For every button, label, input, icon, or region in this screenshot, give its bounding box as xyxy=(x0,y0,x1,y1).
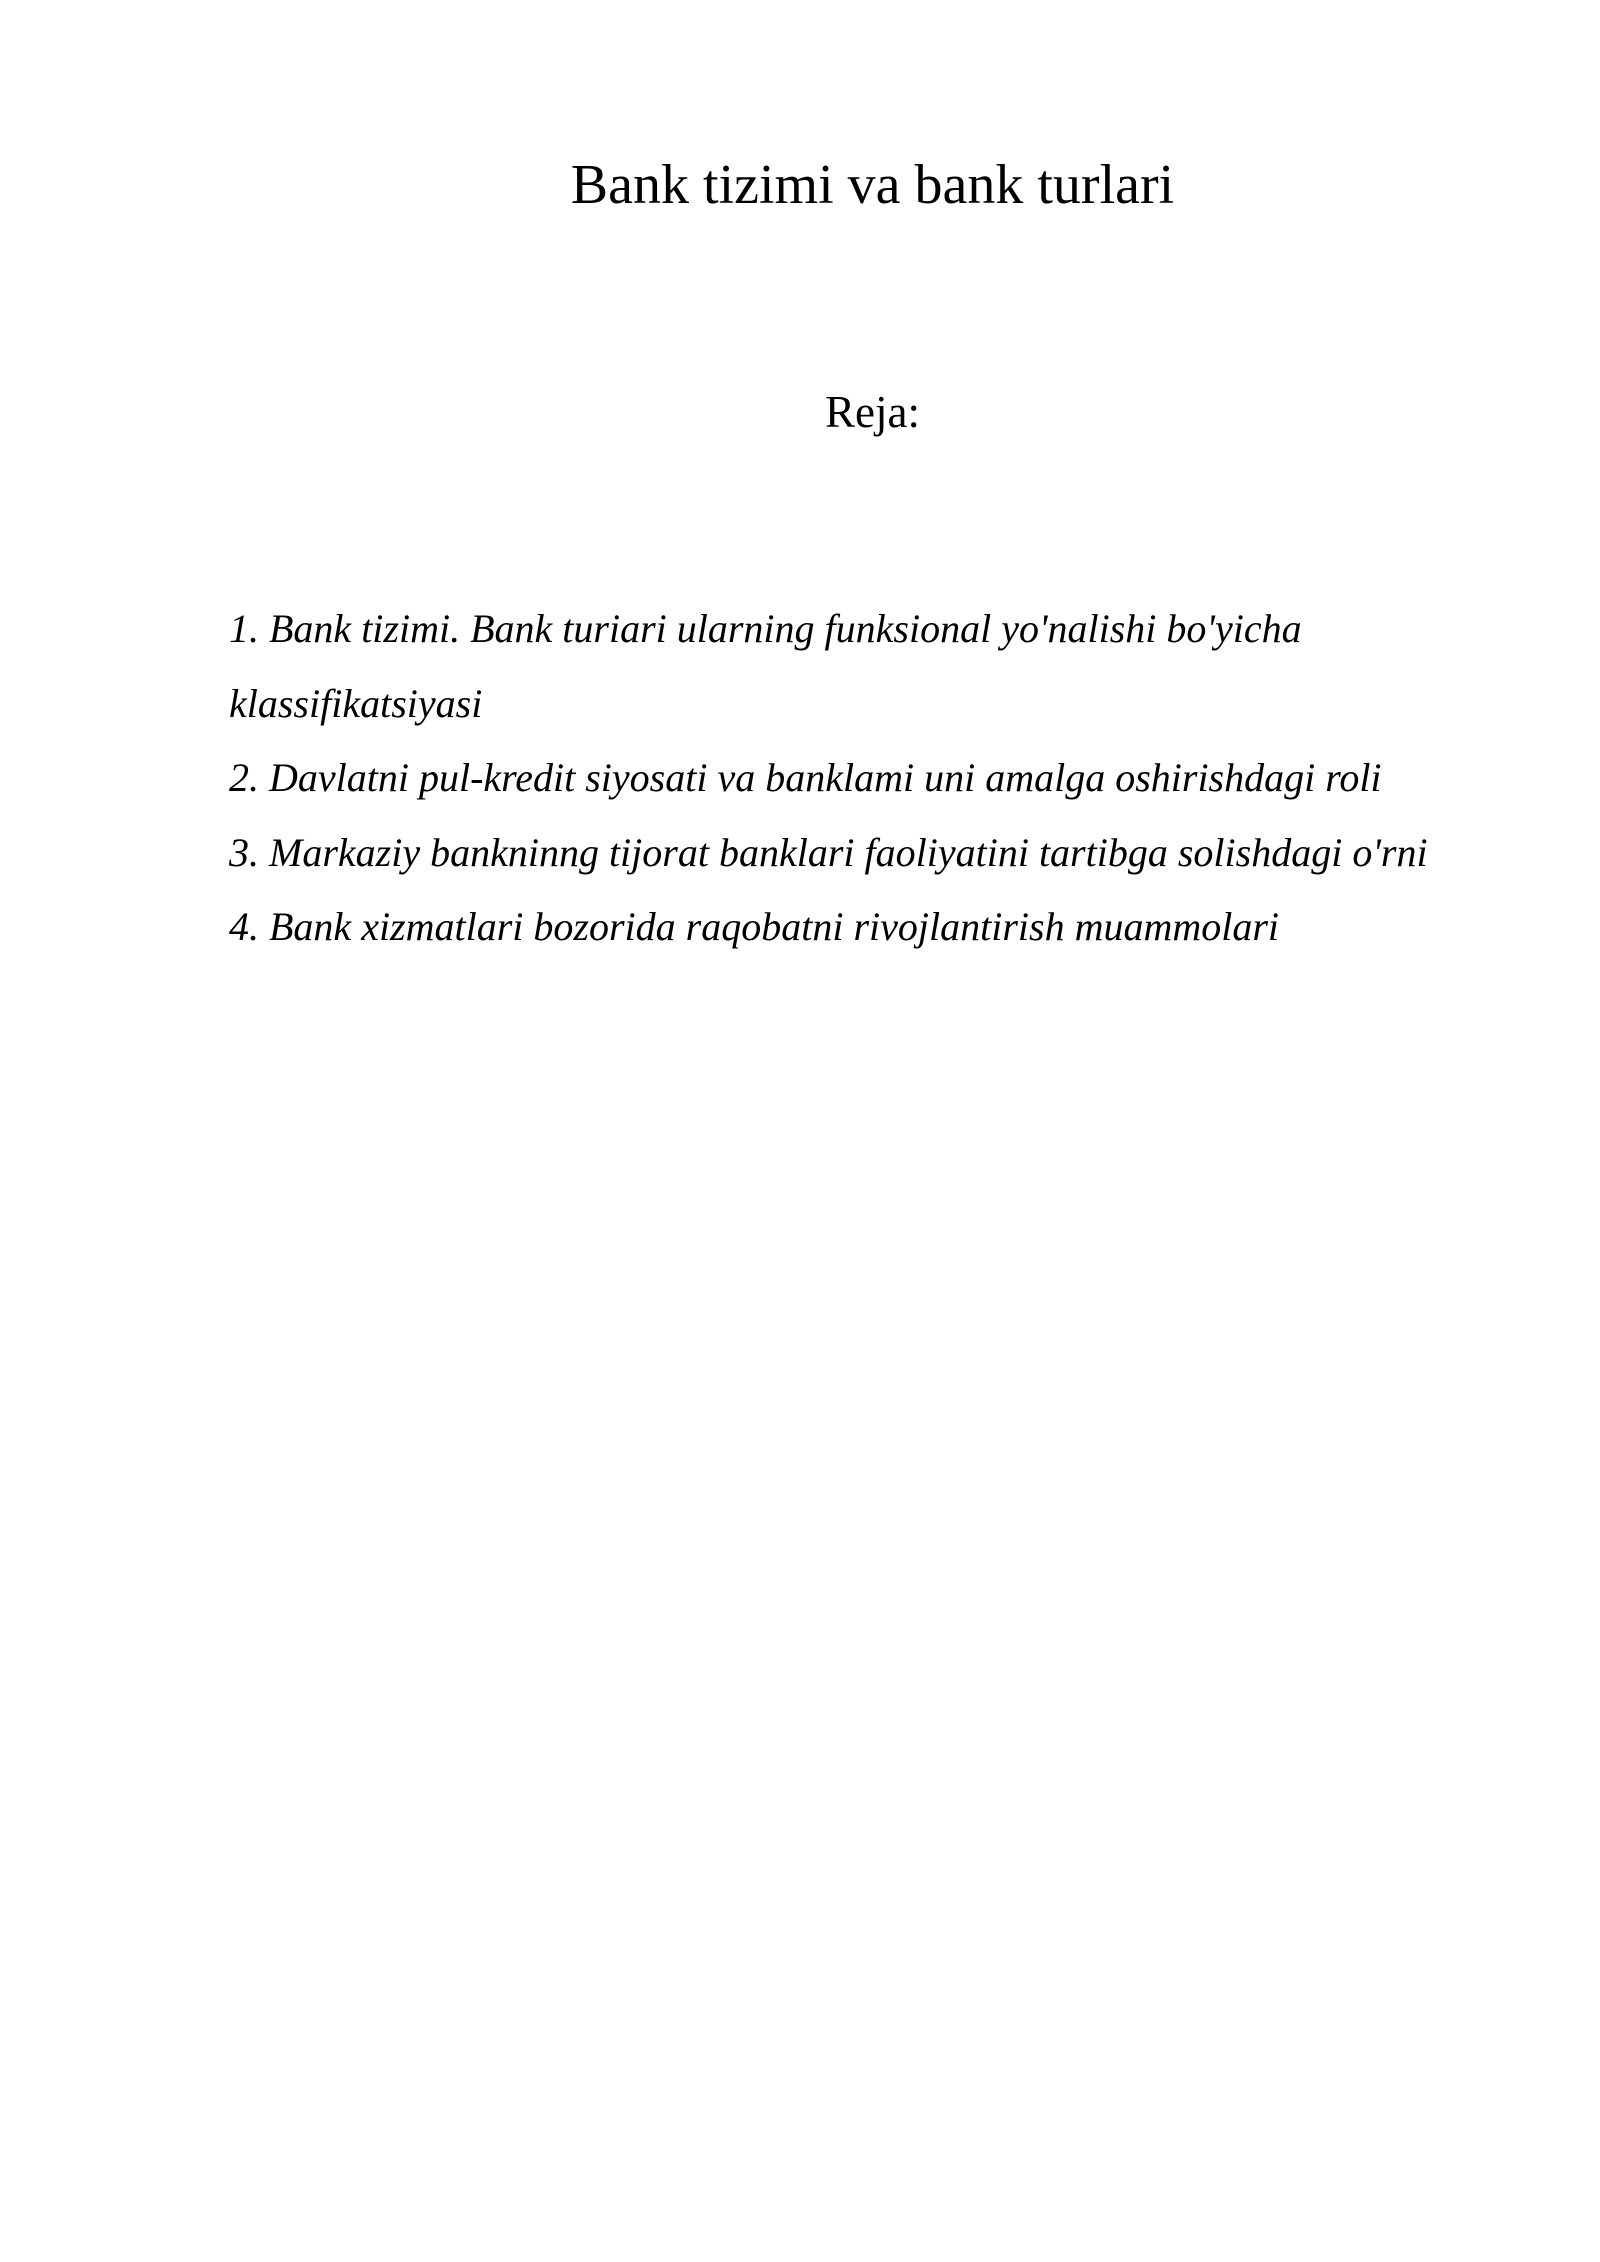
plan-item: 2. Davlatni pul-kredit siyosati va banklami uni amalga oshirishdagi roli xyxy=(229,755,1382,800)
plan-list xyxy=(229,592,1529,965)
plan-item: 1. Bank tizimi. Bank turiari ularning funksional yo'nalishi bo'yicha klassifikatsiyasi xyxy=(229,606,1302,726)
plan-item: 4. Bank xizmatlari bozorida raqobatni rivojlantirish muammolari xyxy=(229,904,1280,949)
document-title: Bank tizimi va bank turlari xyxy=(570,154,1175,216)
plan-heading: Reja: xyxy=(825,387,920,437)
plan-item: 3. Markaziy bankninng tijorat banklari faoliyatini tartibga solishdagi o'rni xyxy=(229,829,1428,875)
